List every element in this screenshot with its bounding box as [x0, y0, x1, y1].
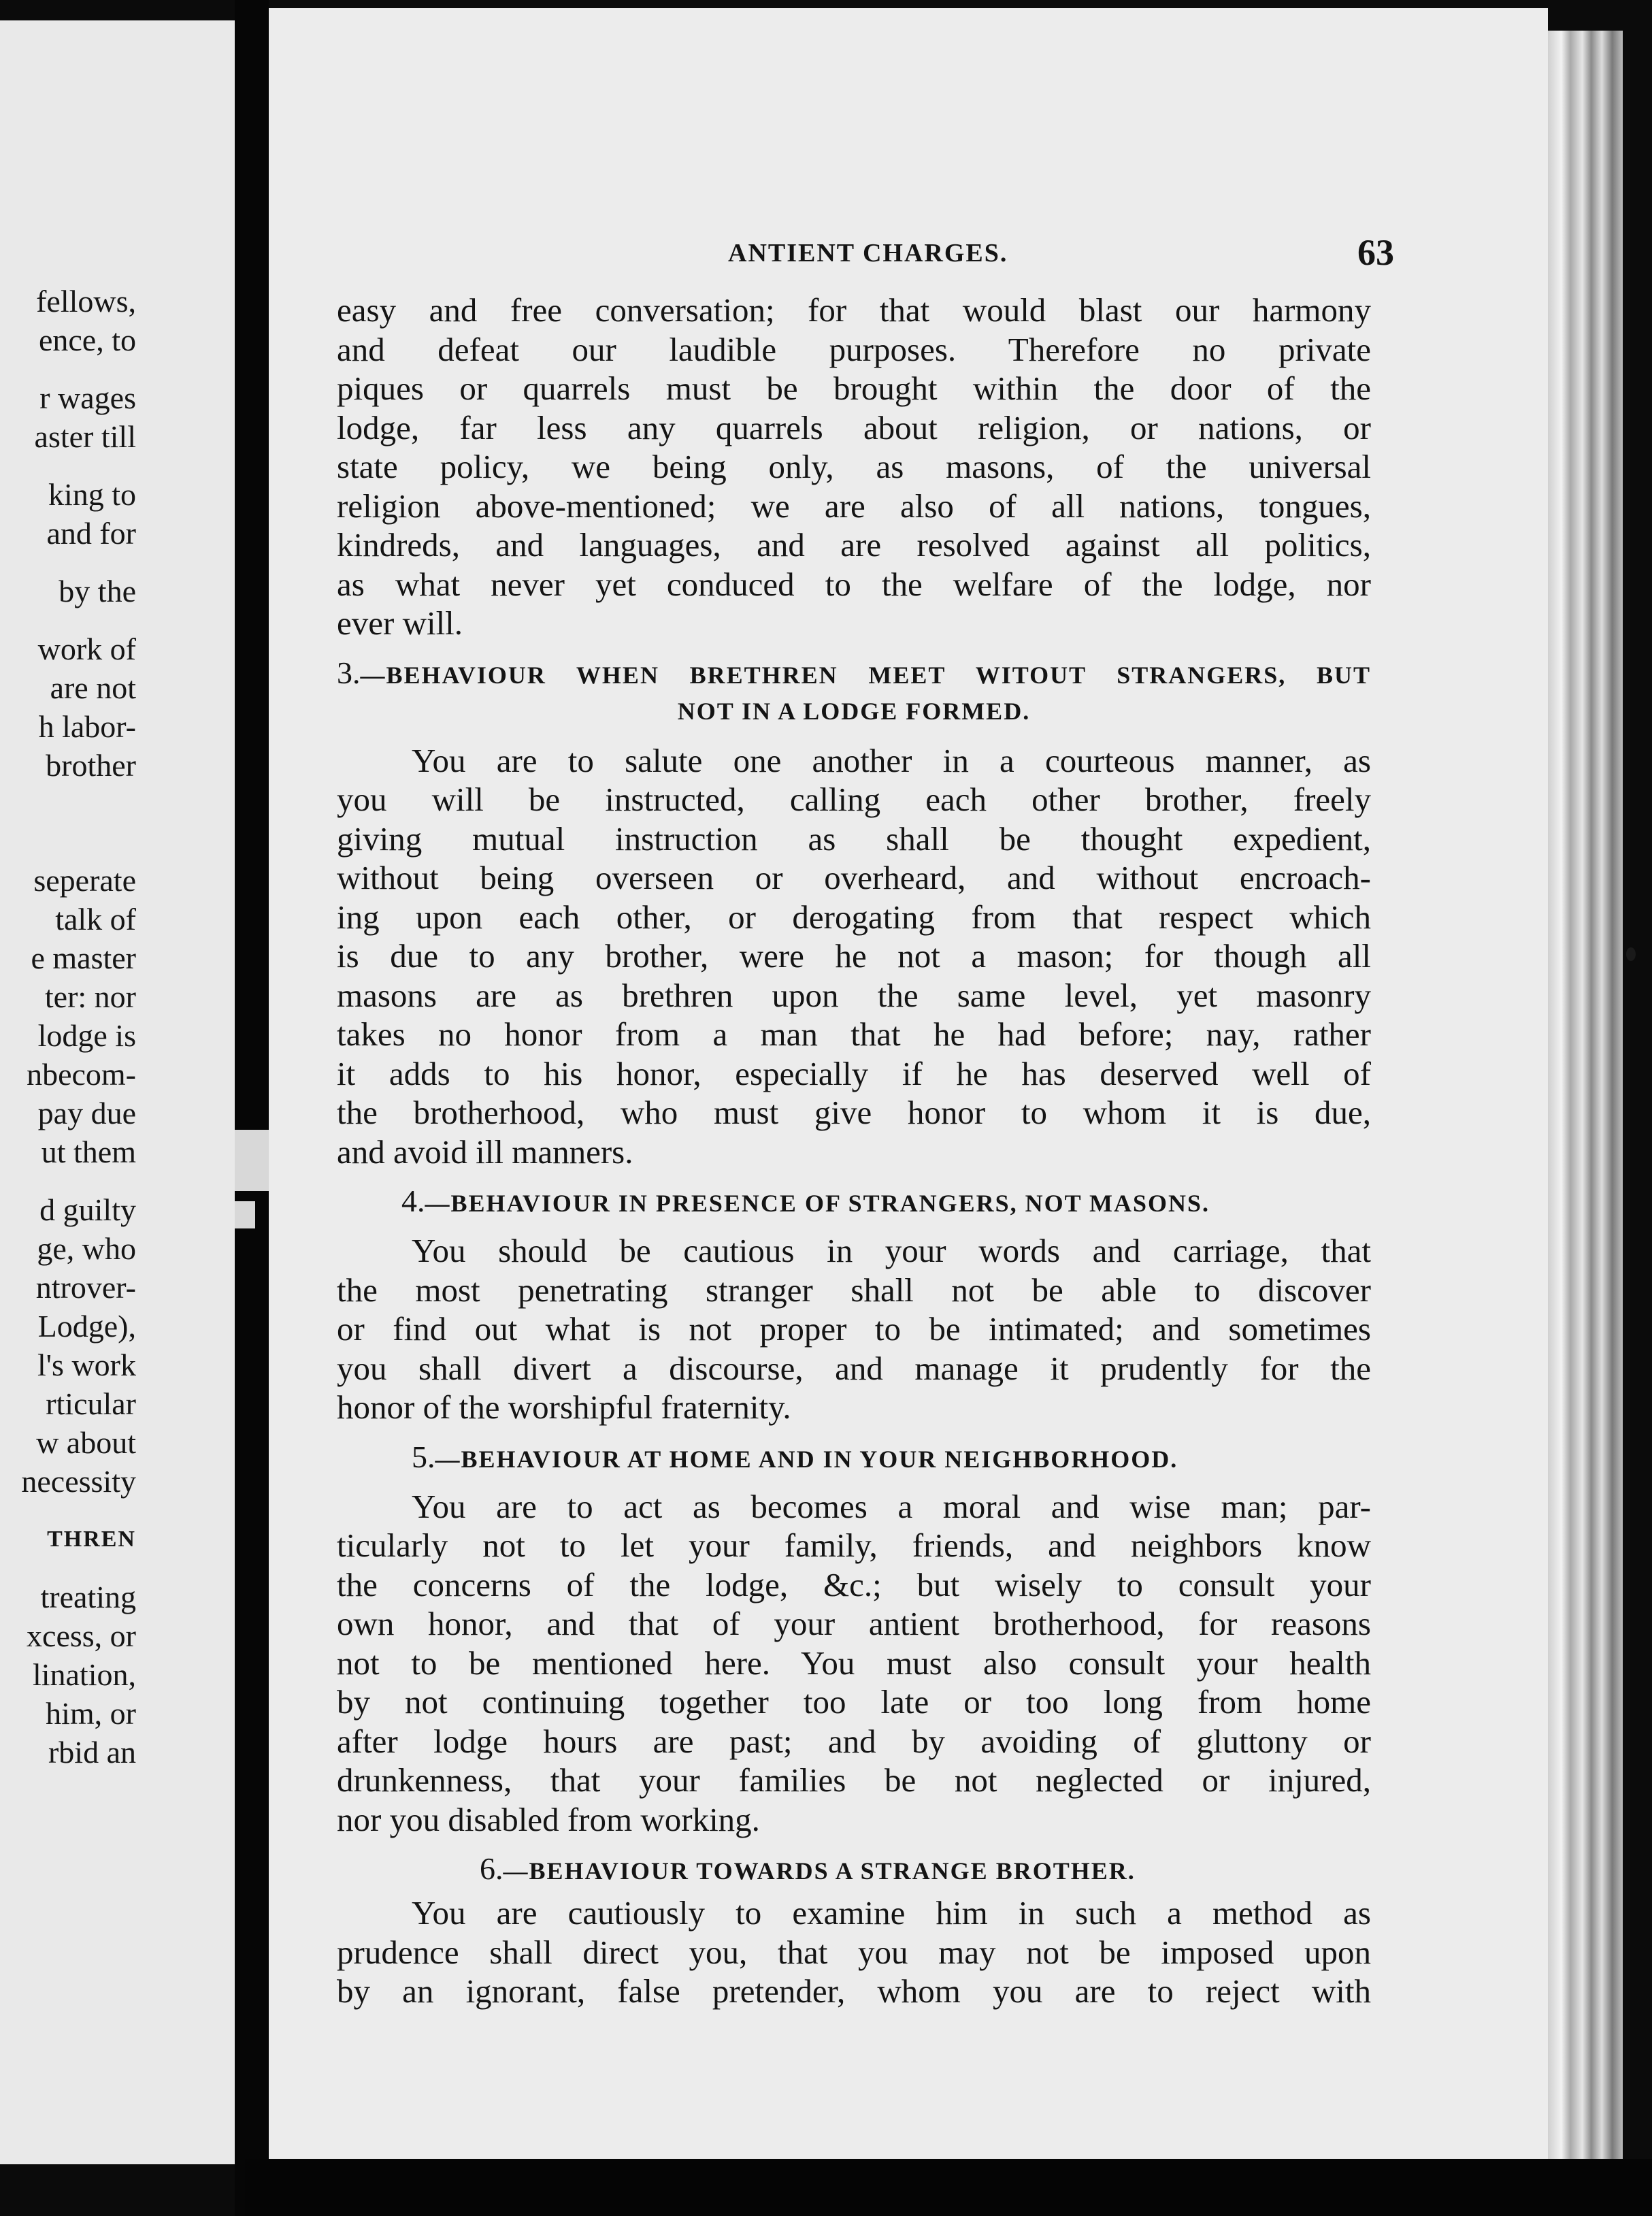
left-page-line: are not: [50, 670, 136, 705]
left-page-line: THREN: [47, 1527, 136, 1552]
left-page-line: ut them: [41, 1135, 136, 1169]
section-heading-5: [337, 1438, 1371, 1476]
book-page: [269, 8, 1548, 2159]
left-page-line: fellows,: [36, 284, 136, 319]
text-line: ing upon each other, or derogating from that respect which: [337, 898, 1371, 936]
text-line: drunkenness, that your families be not neglected or injured,: [337, 1761, 1371, 1799]
heading-number: 3.: [337, 655, 361, 690]
text-line: and defeat our laudible purposes. Therefore no private: [337, 330, 1371, 368]
text-line: the brotherhood, who must give honor to whom it is due,: [337, 1094, 1371, 1131]
previous-page-fragment: [0, 20, 235, 2164]
running-title: ANTIENT CHARGES.: [728, 239, 1008, 267]
paragraph-6: [337, 1893, 1371, 2011]
gutter-tear: [235, 1201, 255, 1228]
gutter-tear: [235, 1130, 272, 1191]
page-stack-edge: [1548, 31, 1623, 2168]
text-line: the concerns of the lodge, &c.; but wisely to consult your: [337, 1565, 1371, 1603]
left-page-line: ence, to: [38, 323, 136, 357]
text-line: nor you disabled from working.: [337, 1800, 760, 1838]
left-page-line: work of: [37, 632, 136, 666]
text-line: kindreds, and languages, and are resolved against all politics,: [337, 526, 1371, 564]
left-page-line: rbid an: [48, 1735, 136, 1770]
heading-3-line-1: [337, 654, 1371, 692]
left-page-line: brother: [46, 748, 136, 783]
book-gutter: [235, 0, 269, 2216]
paragraph-5: [337, 1487, 1371, 1840]
text-line: religion above-mentioned; we are also of all nations, tongues,: [337, 487, 1371, 525]
heading-text: —BEHAVIOUR WHEN BRETHREN MEET WITOUT STRANGERS, BUT: [360, 661, 1371, 689]
text-line: ticularly not to let your family, friends, and neighbors know: [337, 1527, 1371, 1564]
text-line: easy and free conversation; for that would blast our harmony: [337, 291, 1371, 329]
left-page-line: h labor-: [38, 709, 136, 744]
paragraph-1: [337, 291, 1371, 643]
text-line: as what never yet conduced to the welfare of the lodge, nor: [337, 565, 1371, 603]
left-page-line: e master: [31, 941, 136, 975]
left-page-line: rticular: [46, 1386, 136, 1421]
text-line: you will be instructed, calling each other brother, freely: [337, 781, 1371, 818]
left-page-line: aster till: [34, 419, 136, 454]
left-page-line: ter: nor: [44, 979, 136, 1014]
text-line: You are cautiously to examine him in such a method as: [412, 1894, 1371, 1932]
paragraph-3: [337, 741, 1371, 1172]
text-line: the most penetrating stranger shall not be able to discover: [337, 1271, 1371, 1309]
section-heading-3: [337, 654, 1371, 730]
text-line: own honor, and that of your antient brotherhood, for reasons: [337, 1605, 1371, 1642]
left-page-line: necessity: [21, 1464, 136, 1499]
page-number: 63: [1357, 232, 1394, 273]
text-line: ever will.: [337, 604, 463, 642]
left-page-line: l's work: [37, 1348, 136, 1382]
text-line: without being overseen or overheard, and without encroach-: [337, 859, 1371, 896]
left-page-line: lodge is: [37, 1018, 136, 1053]
left-page-line: pay due: [37, 1096, 136, 1130]
heading-text: —BEHAVIOUR TOWARDS A STRANGE BROTHER.: [503, 1857, 1136, 1885]
left-page-line: and for: [46, 516, 136, 551]
text-line: not to be mentioned here. You must also consult your health: [337, 1644, 1371, 1682]
text-line: takes no honor from a man that he had before; nay, rather: [337, 1015, 1371, 1053]
left-page-line: d guilty: [39, 1192, 136, 1227]
scan-bottom-edge: [245, 2159, 1652, 2216]
left-page-line: nbecom-: [27, 1057, 136, 1092]
body-text: [337, 291, 1371, 2011]
left-page-line: treating: [40, 1580, 136, 1614]
left-page-line: Lodge),: [37, 1309, 136, 1343]
left-page-line: xcess, or: [27, 1618, 136, 1653]
text-line: piques or quarrels must be brought within the door of the: [337, 370, 1371, 407]
section-heading-6: [337, 1850, 1371, 1888]
text-line: You are to salute one another in a courteous manner, as: [412, 741, 1371, 779]
section-heading-4: [337, 1182, 1371, 1220]
left-page-line: lination,: [32, 1657, 136, 1692]
text-line: masons are as brethren upon the same level, yet masonry: [337, 976, 1371, 1014]
edge-mark: [1626, 947, 1636, 961]
left-page-line: ntrover-: [35, 1270, 136, 1305]
text-line: and avoid ill manners.: [337, 1133, 633, 1171]
heading-text: —BEHAVIOUR IN PRESENCE OF STRANGERS, NOT MASONS.: [425, 1190, 1210, 1217]
text-line: giving mutual instruction as shall be thought expedient,: [337, 819, 1371, 858]
text-line: You are to act as becomes a moral and wise man; par-: [412, 1487, 1371, 1525]
text-line: it adds to his honor, especially if he has deserved well of: [337, 1054, 1371, 1092]
text-line: after lodge hours are past; and by avoiding of gluttony or: [337, 1722, 1371, 1760]
heading-3-line-2: NOT IN A LODGE FORMED.: [677, 697, 1031, 725]
text-line: or find out what is not proper to be intimated; and sometimes: [337, 1310, 1371, 1348]
text-line: lodge, far less any quarrels about religion, or nations, or: [337, 408, 1371, 446]
text-line: you shall divert a discourse, and manage it prudently for the: [337, 1349, 1371, 1387]
left-page-line: w about: [36, 1425, 136, 1460]
left-page-line: by the: [59, 574, 136, 608]
text-line: prudence shall direct you, that you may not be imposed upon: [337, 1933, 1371, 1971]
left-page-line: r wages: [39, 380, 136, 415]
heading-text: —BEHAVIOUR AT HOME AND IN YOUR NEIGHBORHOOD.: [435, 1445, 1178, 1473]
running-head: [269, 233, 1548, 274]
text-line: by not continuing together too late or too long from home: [337, 1683, 1371, 1721]
left-page-line: king to: [48, 477, 136, 512]
text-line: state policy, we being only, as masons, of the universal: [337, 448, 1371, 485]
text-line: is due to any brother, were he not a mason; for though all: [337, 937, 1371, 975]
text-line: by an ignorant, false pretender, whom you are to reject with: [337, 1972, 1371, 2010]
left-page-line: seperate: [33, 863, 136, 898]
left-page-line: ge, who: [37, 1231, 136, 1266]
heading-number: 6.: [480, 1851, 503, 1886]
heading-number: 5.: [412, 1439, 435, 1474]
paragraph-4: [337, 1231, 1371, 1427]
left-page-line: talk of: [55, 902, 136, 936]
text-line: You should be cautious in your words and carriage, that: [412, 1232, 1371, 1269]
left-page-line: him, or: [46, 1696, 136, 1731]
text-line: honor of the worshipful fraternity.: [337, 1388, 791, 1426]
heading-number: 4.: [401, 1184, 425, 1218]
